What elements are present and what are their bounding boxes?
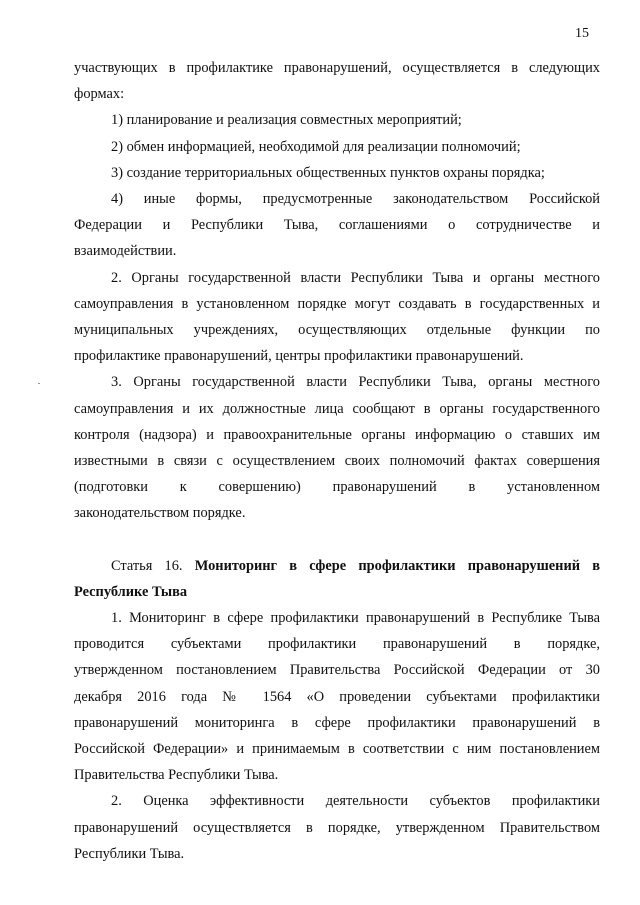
- text-line: 2. Оценка эффективности деятельности субъектов профилактики: [111, 793, 600, 810]
- text-line: утвержденном постановлением Правительства Российской Федерации от 30: [74, 662, 600, 679]
- text-line: Российской Федерации» и принимаемым в соответствии с ним постановлением: [74, 741, 600, 758]
- list-item-1: 1) планирование и реализация совместных мероприятий;: [111, 112, 462, 129]
- paragraph-3: [74, 369, 600, 526]
- text-line: участвующих в профилактике правонарушений, осуществляется в следующих: [74, 60, 600, 76]
- article-paragraph-1: [74, 605, 600, 788]
- text-line: правонарушений мониторинга в сфере профилактики правонарушений в: [74, 714, 600, 731]
- document-body: [74, 55, 600, 867]
- text-line: 2. Органы государственной власти Республики Тыва и органы местного: [111, 269, 600, 286]
- article-title-line-2: Республике Тыва: [74, 583, 188, 600]
- text-line: профилактике правонарушений, центры профилактики правонарушений.: [74, 348, 524, 365]
- article-number: Статья 16.: [111, 557, 183, 574]
- text-line: декабря 2016 года № 1564 «О проведении субъектами профилактики: [74, 688, 600, 705]
- text-line: самоуправления и их должностные лица сообщают в органы государственного: [74, 400, 600, 417]
- paragraph-2: [74, 265, 600, 370]
- section-gap: [74, 527, 600, 553]
- text-line: правонарушений осуществляется в порядке, утвержденном Правительством: [74, 819, 600, 836]
- article-paragraph-2: [74, 788, 600, 867]
- text-line: (подготовки к совершению) правонарушений в установленном: [74, 479, 600, 496]
- article-title: Мониторинг в сфере профилактики правонарушений в: [194, 557, 600, 574]
- text-line: Республики Тыва.: [74, 845, 185, 862]
- article-heading: [74, 553, 600, 605]
- text-line: Федерации и Республики Тыва, соглашениями о сотрудничестве и: [74, 217, 600, 234]
- text-line: известными в связи с осуществлением своих полномочий фактах совершения: [74, 453, 600, 470]
- text-line: самоуправления в установленном порядке могут создавать в государственных и: [74, 295, 600, 312]
- text-line: взаимодействии.: [74, 243, 177, 260]
- text-line: проводится субъектами профилактики правонарушений в порядке,: [74, 636, 600, 653]
- list-item-2: 2) обмен информацией, необходимой для реализации полномочий;: [111, 138, 521, 155]
- list-item-4: [74, 186, 600, 265]
- text-line: муниципальных учреждениях, осуществляющих отдельные функции по: [74, 322, 600, 339]
- paragraph-continuation: [74, 55, 600, 107]
- text-line: контроля (надзора) и правоохранительные органы информацию о ставших им: [74, 426, 600, 443]
- text-line: формах:: [74, 86, 125, 103]
- text-line: 3. Органы государственной власти Республики Тыва, органы местного: [111, 374, 600, 391]
- text-line: 4) иные формы, предусмотренные законодательством Российской: [111, 191, 600, 208]
- margin-mark: [38, 383, 40, 384]
- text-line: 1. Мониторинг в сфере профилактики правонарушений в Республике Тыва: [111, 610, 600, 627]
- article-heading-line: [74, 553, 600, 579]
- text-line: законодательством порядке.: [74, 505, 246, 522]
- text-line: Правительства Республики Тыва.: [74, 767, 279, 784]
- list-item-3: 3) создание территориальных общественных пунктов охраны порядка;: [111, 164, 545, 181]
- page-number: 15: [575, 26, 589, 41]
